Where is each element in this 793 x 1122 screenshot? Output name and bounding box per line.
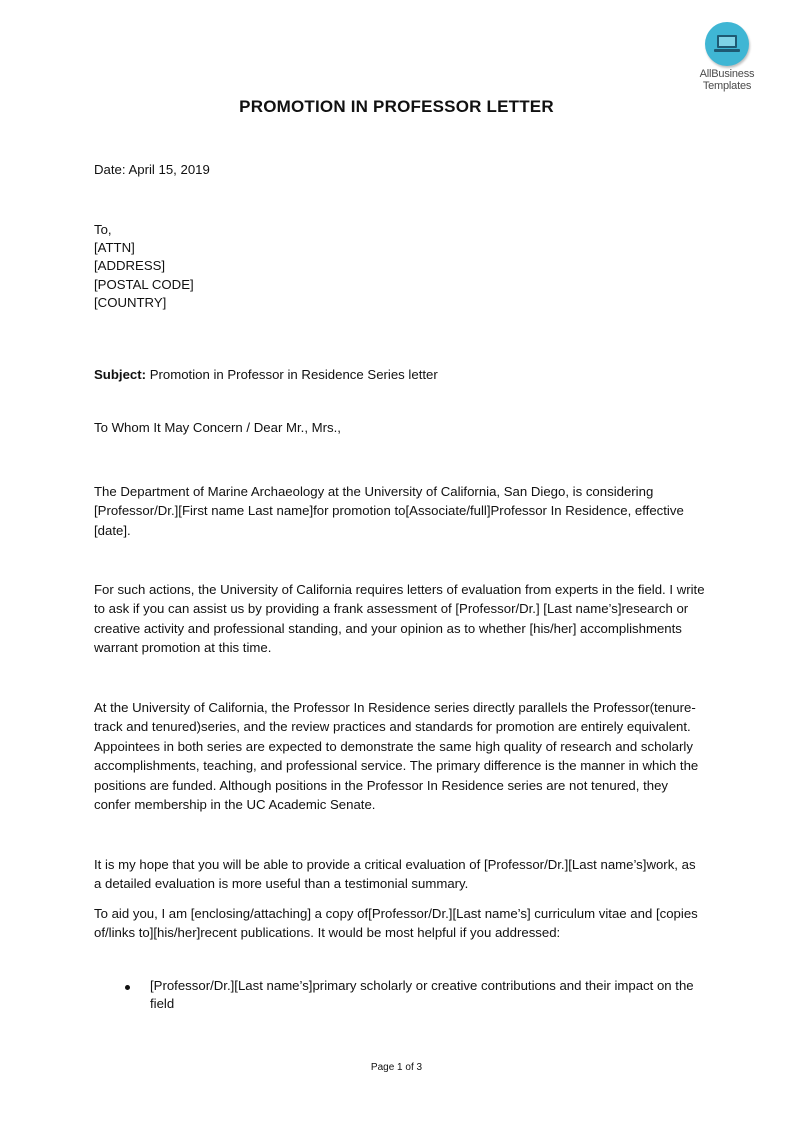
page-number: Page 1 of 3: [370, 1062, 423, 1073]
bullet-icon: [125, 985, 130, 990]
paragraph-1: The Department of Marine Archaeology at the University of California, San Diego, is considering [Professor/Dr.][First name Last name]for promotion to[Associate/full]Professor In Residence, effective [date].: [94, 484, 684, 538]
document-title: PROMOTION IN PROFESSOR LETTER: [239, 97, 554, 116]
logo-line-2: Templates: [702, 80, 752, 92]
subject-text: Promotion in Professor in Residence Series letter: [146, 367, 438, 382]
allbusiness-templates-logo: [692, 22, 762, 92]
address-line-to: To,: [94, 222, 112, 237]
letter-date: Date: April 15, 2019: [94, 162, 210, 177]
paragraph-4: It is my hope that you will be able to provide a critical evaluation of [Professor/Dr.][Last name’s]work, as a detailed evaluation is more useful than a testimonial summary.: [94, 857, 696, 892]
address-line-country: [COUNTRY]: [94, 294, 167, 310]
list-item: [Professor/Dr.][Last name’s]primary scholarly or creative contributions and their impact on the field: [150, 978, 694, 1011]
recipient-address: [94, 221, 706, 312]
paragraph-3: At the University of California, the Professor In Residence series directly parallels the Professor(tenure-track and tenured)series, and the review practices and standards for promotion are entirely equivalent. Appointees in both series are expected to demonstrate the same high quality of research and scholarly accomplishments, teaching, and professional service. The primary difference is the manner in which the positions are funded. Although positions in the Professor In Residence series are not tenured, they confer membership in the UC Academic Senate.: [94, 700, 699, 813]
paragraph-5: To aid you, I am [enclosing/attaching] a copy of[Professor/Dr.][Last name’s] curriculum vitae and [copies of/links to][his/her]recent publications. It would be most helpful if you addressed:: [94, 906, 698, 941]
logo-text: [692, 68, 762, 92]
address-line-postal-code: [POSTAL CODE]: [94, 276, 194, 292]
subject-line: [94, 365, 706, 384]
address-line-attn: [ATTN]: [94, 240, 135, 256]
subject-label: Subject:: [94, 367, 147, 382]
laptop-icon: [705, 22, 749, 66]
paragraph-2: For such actions, the University of California requires letters of evaluation from experts in the field. I write to ask if you can assist us by providing a frank assessment of [Professor/Dr.] [Last name’s]research or creative activity and professional standing, and your opinion as to whether [his/her] accomplishments warrant promotion at this time.: [94, 582, 705, 656]
greeting: To Whom It May Concern / Dear Mr., Mrs.,: [94, 420, 341, 435]
address-line-address: [ADDRESS]: [94, 258, 166, 274]
logo-line-1: AllBusiness: [699, 68, 755, 80]
